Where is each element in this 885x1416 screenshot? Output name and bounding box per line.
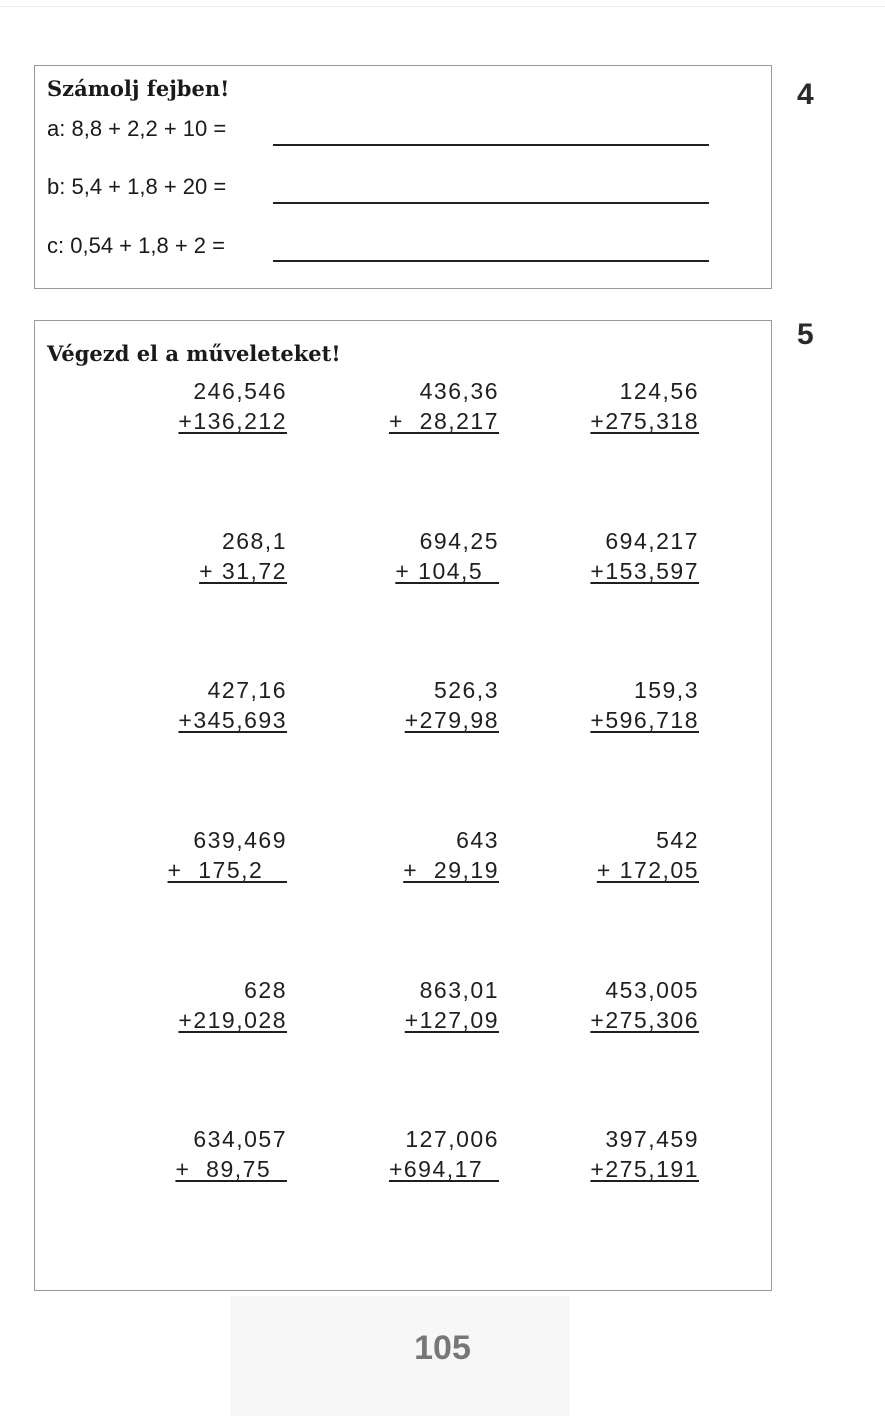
addend-bottom: +153,597: [590, 558, 699, 584]
addend-top: 397,459: [605, 1126, 699, 1152]
addend-top: 127,006: [405, 1126, 499, 1152]
addend-bottom: + 89,75: [175, 1156, 287, 1182]
addition-problem: [590, 526, 699, 586]
row-expression: 8,8 + 2,2 + 10 =: [71, 116, 227, 141]
addition-problem: [178, 675, 287, 735]
addition-problem: [597, 825, 699, 885]
addition-problem: [590, 975, 699, 1035]
row-expression: 5,4 + 1,8 + 20 =: [71, 174, 227, 199]
addend-bottom: +127,09: [404, 1007, 499, 1033]
addend-bottom: +275,191: [590, 1156, 699, 1182]
addend-bottom: +596,718: [590, 707, 699, 733]
addition-problem: [403, 825, 499, 885]
answer-blank-b[interactable]: [273, 202, 709, 204]
addend-top: 694,25: [419, 528, 499, 554]
mental-row-b: [47, 174, 226, 200]
addend-top: 526,3: [433, 677, 499, 703]
addend-top: 124,56: [619, 378, 699, 404]
exercise-4-title: Számolj fejben!: [47, 76, 230, 101]
addend-top: 436,36: [419, 378, 499, 404]
addition-problem: [389, 376, 499, 436]
addend-top: 159,3: [633, 677, 699, 703]
row-label: a:: [47, 116, 66, 141]
exercise-5-box: [34, 320, 772, 1291]
addition-problem: [590, 675, 699, 735]
addend-top: 542: [656, 827, 699, 853]
addend-top: 268,1: [221, 528, 287, 554]
addend-bottom: +275,306: [590, 1007, 699, 1033]
row-label: b:: [47, 174, 66, 199]
addend-bottom: +219,028: [178, 1007, 287, 1033]
addition-problem: [590, 376, 699, 436]
addend-top: 628: [244, 977, 287, 1003]
addend-bottom: + 175,2: [167, 857, 287, 883]
addend-bottom: + 31,72: [199, 558, 287, 584]
addend-bottom: +136,212: [178, 408, 287, 434]
mental-row-a: [47, 116, 226, 142]
answer-blank-c[interactable]: [273, 260, 709, 262]
addend-top: 694,217: [605, 528, 699, 554]
addition-problem: [175, 1124, 287, 1184]
exercise-number-5: 5: [797, 318, 814, 351]
addend-top: 453,005: [605, 977, 699, 1003]
addend-top: 639,469: [193, 827, 287, 853]
addition-problem: [168, 825, 287, 885]
exercise-4-box: [34, 65, 772, 289]
addition-problem: [395, 526, 499, 586]
mental-row-c: [47, 233, 225, 259]
addition-problem: [590, 1124, 699, 1184]
row-label: c:: [47, 233, 65, 258]
addend-top: 863,01: [419, 977, 499, 1003]
addition-problem: [178, 975, 287, 1035]
addend-top: 634,057: [193, 1126, 287, 1152]
addend-bottom: +694,17: [388, 1156, 499, 1182]
addend-bottom: + 28,217: [388, 408, 499, 434]
page-number: 105: [414, 1329, 471, 1367]
addition-problem: [178, 376, 287, 436]
addend-bottom: + 29,19: [403, 857, 499, 883]
exercise-5-title: Végezd el a műveleteket!: [47, 341, 341, 366]
answer-blank-a[interactable]: [273, 144, 709, 146]
addend-top: 427,16: [207, 677, 287, 703]
addend-bottom: +345,693: [178, 707, 287, 733]
addition-problem: [405, 675, 499, 735]
addend-bottom: + 172,05: [596, 857, 699, 883]
addend-top: 643: [456, 827, 499, 853]
addend-bottom: +275,318: [590, 408, 699, 434]
exercise-number-4: 4: [797, 78, 814, 111]
row-expression: 0,54 + 1,8 + 2 =: [70, 233, 225, 258]
addition-problem: [405, 975, 499, 1035]
top-rule: [0, 6, 885, 7]
addend-bottom: + 104,5: [395, 558, 499, 584]
addend-top: 246,546: [193, 378, 287, 404]
addition-problem: [389, 1124, 499, 1184]
addend-bottom: +279,98: [404, 707, 499, 733]
addition-problem: [199, 526, 287, 586]
